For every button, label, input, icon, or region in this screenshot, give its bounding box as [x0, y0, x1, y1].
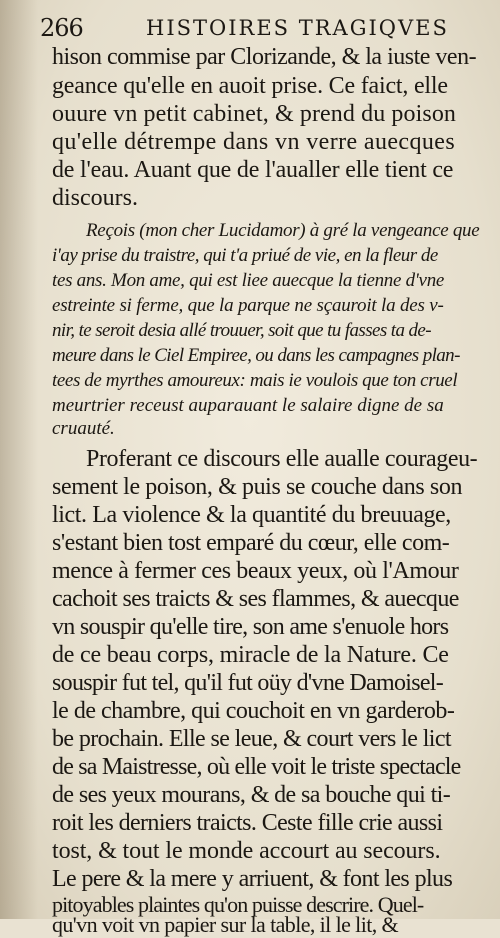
page-number: 266 [40, 14, 83, 42]
text-line: tees de myrthes amoureux: mais ie voulois que ton cruel [52, 370, 458, 391]
text-line: nir, te seroit desia allé trouuer, soit que tu fasses ta de- [52, 320, 431, 341]
text-line: de ses yeux mourans, & de sa bouche qui ti- [52, 782, 451, 808]
text-line: Reçois (mon cher Lucidamor) à gré la vengeance que [86, 220, 480, 241]
text-line: discours. [52, 185, 138, 211]
text-line: souspir fut tel, qu'il fut oüy d'vne Damoisel- [52, 670, 444, 696]
text-line: be prochain. Elle se leue, & court vers le lict [52, 726, 451, 752]
text-line: geance qu'elle en auoit prise. Ce faict, elle [52, 73, 448, 99]
text-line: de l'eau. Auant que de l'aualler elle tient ce [52, 157, 454, 183]
text-line: roit les derniers traicts. Ceste fille crie aussi [52, 810, 443, 836]
text-line: mence à fermer ces beaux yeux, où l'Amour [52, 558, 459, 584]
text-line: cachoit ses traicts & ses flammes, & auecque [52, 586, 459, 612]
text-line: cruauté. [52, 418, 115, 439]
text-line: s'estant bien tost emparé du cœur, elle com- [52, 530, 450, 556]
text-line: qu'elle détrempe dans vn verre auecques [52, 129, 456, 155]
running-title: HISTOIRES TRAGIQVES [146, 16, 449, 40]
text-line: i'ay prise du traistre, qui t'a priué de vie, en la fleur de [52, 245, 438, 266]
text-line: le de chambre, qui couchoit en vn garderob- [52, 698, 455, 724]
text-line: qu'vn voit vn papier sur la table, il le lit, & [52, 912, 399, 937]
text-line: vn souspir qu'elle tire, son ame s'enuole hors [52, 614, 449, 640]
page-gutter-shadow [0, 0, 38, 919]
text-line: lict. La violence & la quantité du breuuage, [52, 502, 451, 528]
text-line: tes ans. Mon ame, qui est liee auecque la tienne d'vne [52, 270, 445, 291]
text-line: Proferant ce discours elle aualle courageu- [86, 446, 478, 472]
text-line: pitoyables plaintes qu'on puisse descrire. Quel- [52, 892, 424, 917]
text-line: meure dans le Ciel Empiree, ou dans les campagnes plan- [52, 345, 460, 366]
text-line: de ce beau corps, miracle de la Nature. Ce [52, 642, 449, 668]
text-line: de sa Maistresse, où elle voit le triste spectacle [52, 754, 461, 780]
text-line: sement le poison, & puis se couche dans son [52, 474, 463, 500]
text-line: estreinte si ferme, que la parque ne sçauroit la des v- [52, 295, 444, 316]
text-line: Le pere & la mere y arriuent, & font les plus [52, 866, 453, 892]
text-line: meurtrier receust auparauant le salaire digne de sa [52, 395, 444, 416]
text-line: ouure vn petit cabinet, & prend du poison [52, 101, 457, 127]
page-header [38, 10, 478, 46]
text-line: hison commise par Clorizande, & la iuste ven- [52, 44, 477, 70]
text-line: tost, & tout le monde accourt au secours. [52, 838, 441, 864]
